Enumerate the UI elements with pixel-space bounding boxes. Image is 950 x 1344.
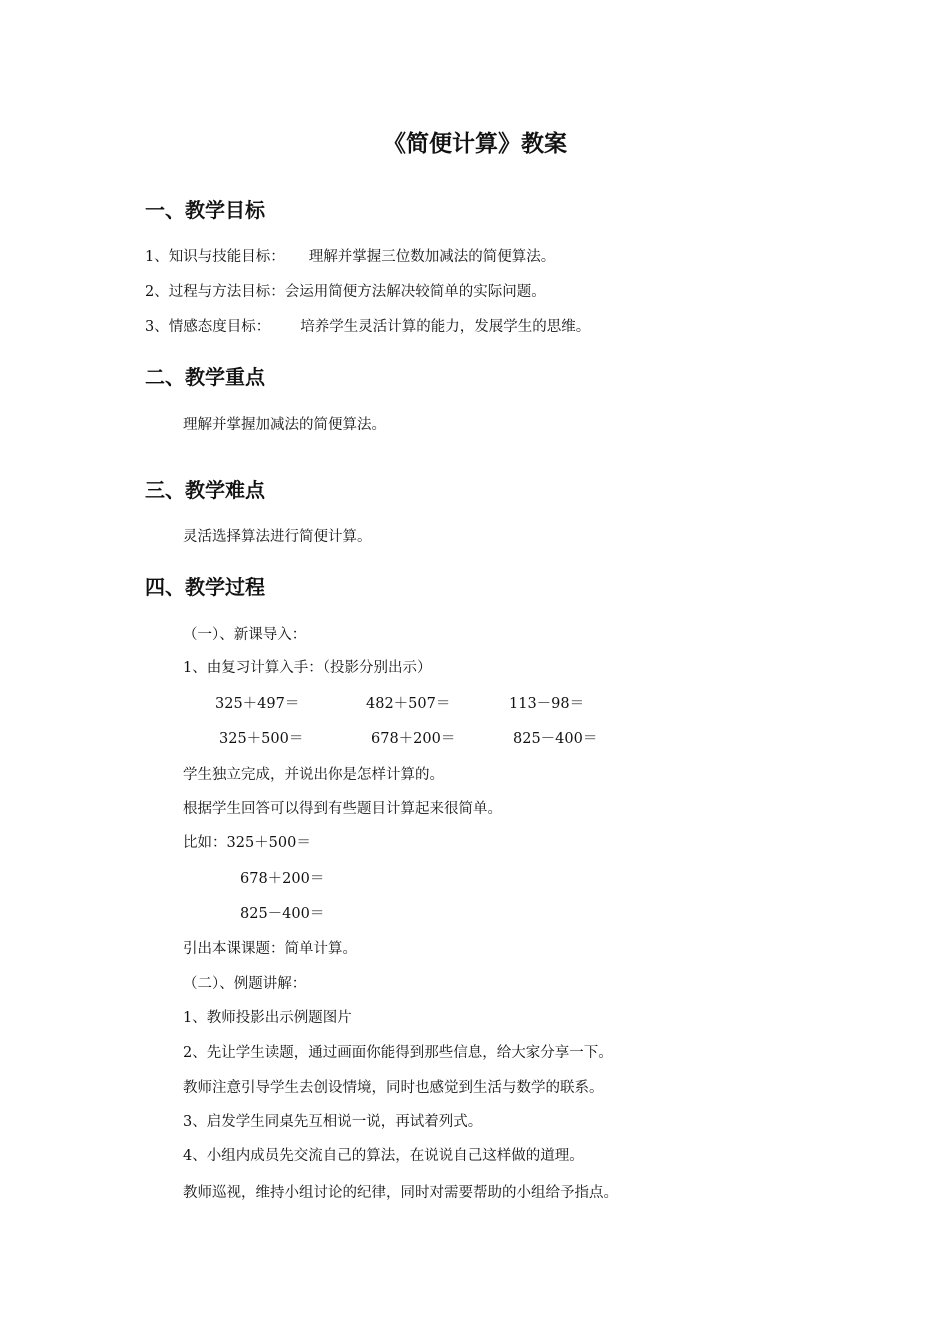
example-equation-3: 825－400＝: [240, 906, 325, 922]
objective-2-text: 会运用简便方法解决较简单的实际问题。: [284, 284, 546, 300]
part1-title: （一）、新课导入：: [183, 627, 307, 643]
objective-3: [145, 315, 590, 336]
example-equation-1: 325＋500＝: [226, 835, 311, 851]
document-title: 《简便计算》教案: [383, 130, 567, 157]
step-line-1: 1、教师投影出示例题图片: [183, 1010, 352, 1026]
process-paragraph-3: 引出本课课题：简单计算。: [183, 941, 357, 957]
difficulties-text: 灵活选择算法进行简便计算。: [183, 529, 372, 545]
example-line-1: [183, 831, 311, 852]
example-equation-2: 678＋200＝: [240, 871, 325, 887]
equation-row1-b: 482＋507＝: [366, 696, 451, 712]
step-line-3: 教师注意引导学生去创设情境，同时也感觉到生活与数学的联系。: [183, 1080, 604, 1096]
process-paragraph-2: 根据学生回答可以得到有些题目计算起来很简单。: [183, 801, 502, 817]
section-heading-key-points: 二、教学重点: [145, 365, 265, 389]
objective-2-label: 2、过程与方法目标：: [145, 284, 285, 300]
objective-1-label: 1、知识与技能目标：: [145, 249, 285, 265]
objective-3-text: 培养学生灵活计算的能力，发展学生的思维。: [300, 319, 591, 335]
section-heading-process: 四、教学过程: [145, 575, 265, 599]
objective-2: [145, 280, 546, 301]
step-line-2: 2、先让学生读题，通过画面你能得到那些信息，给大家分享一下。: [183, 1045, 613, 1061]
example-label: 比如：: [183, 835, 227, 851]
equation-row2-a: 325＋500＝: [219, 731, 304, 747]
equation-row1-c: 113－98＝: [509, 696, 585, 712]
objective-3-label: 3、情感态度目标：: [145, 319, 271, 335]
equation-row2-c: 825－400＝: [513, 731, 598, 747]
equation-row1-a: 325＋497＝: [215, 696, 300, 712]
step1-text: 1、由复习计算入手：（投影分别出示）: [183, 660, 432, 676]
key-points-text: 理解并掌握加减法的简便算法。: [183, 417, 386, 433]
equation-row2-b: 678＋200＝: [371, 731, 456, 747]
process-paragraph-1: 学生独立完成，并说出你是怎样计算的。: [183, 767, 444, 783]
section-heading-difficulties: 三、教学难点: [145, 478, 265, 502]
step-line-6: 教师巡视，维持小组讨论的纪律，同时对需要帮助的小组给予指点。: [183, 1185, 618, 1201]
part2-title: （二）、例题讲解：: [183, 976, 307, 992]
section-heading-objectives: 一、教学目标: [145, 198, 265, 222]
objective-1: [145, 245, 555, 266]
step-line-4: 3、启发学生同桌先互相说一说，再试着列式。: [183, 1114, 483, 1130]
step-line-5: 4、小组内成员先交流自己的算法，在说说自己这样做的道理。: [183, 1148, 584, 1164]
objective-1-text: 理解并掌握三位数加减法的简便算法。: [308, 249, 556, 265]
